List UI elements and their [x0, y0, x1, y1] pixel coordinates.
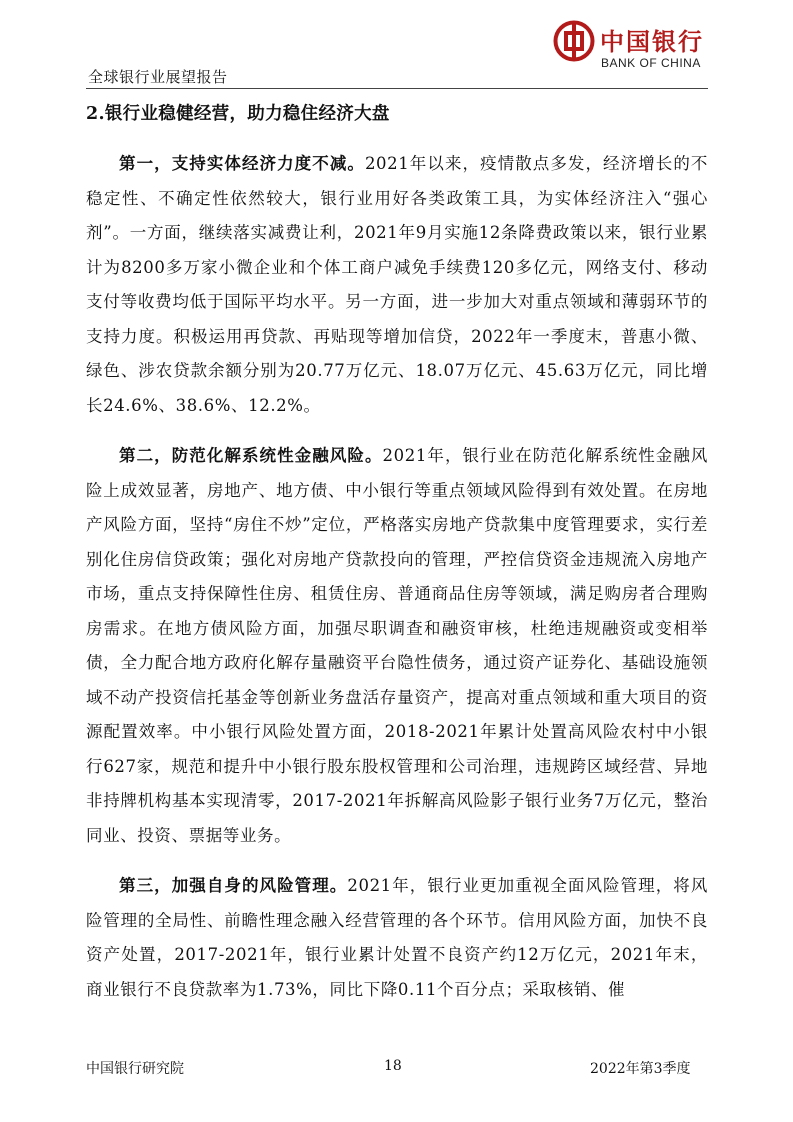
paragraph-support-real-economy [86, 147, 708, 423]
paragraph-risk-management [86, 869, 708, 1007]
page-body [86, 96, 708, 1023]
logo-english-name: BANK OF CHINA [601, 56, 701, 70]
paragraph-body: 2021年以来，疫情散点多发，经济增长的不稳定性、不确定性依然较大，银行业用好各类政策工具，为实体经济注入“强心剂”。一方面，继续落实减费让利，2021年9月实施12条降费政策以来，银行业累计为8200多万家小微企业和个体工商户减免手续费120多亿元，网络支付、移动支付等收费均低于国际平均水平。另一方面，进一步加大对重点领域和薄弱环节的支持力度。积极运用再贷款、再贴现等增加信贷，2022年一季度末，普惠小微、绿色、涉农贷款余额分别为20.77万亿元、18.07万亿元、45.63万亿元，同比增长24.6%、38.6%、12.2%。 [86, 154, 708, 415]
logo-chinese-name: 中国银行 [600, 27, 704, 56]
page-number: 18 [384, 1058, 402, 1074]
paragraph-body: 2021年，银行业更加重视全面风险管理，将风险管理的全局性、前瞻性理念融入经营管理的各个环节。信用风险方面，加快不良资产处置，2017-2021年，银行业累计处置不良资产约12万亿元，2021年末，商业银行不良贷款率为1.73%，同比下降0.11个百分点；采取核销、催 [86, 876, 708, 999]
report-title: 全球银行业展望报告 [88, 68, 228, 86]
section-heading: 2.银行业稳健经营，助力稳住经济大盘 [86, 104, 390, 124]
header-divider [86, 88, 708, 89]
paragraph-lead: 第二，防范化解系统性金融风险。 [119, 446, 383, 465]
bank-of-china-logo [553, 20, 713, 80]
paragraph-lead: 第一，支持实体经济力度不减。 [119, 154, 365, 173]
paragraph-systemic-risk [86, 439, 708, 853]
bank-of-china-emblem-icon [553, 20, 595, 62]
paragraph-body: 2021年，银行业在防范化解系统性金融风险上成效显著，房地产、地方债、中小银行等重点领域风险得到有效处置。在房地产风险方面，坚持“房住不炒”定位，严格落实房地产贷款集中度管理要求，实行差别化住房信贷政策；强化对房地产贷款投向的管理，严控信贷资金违规流入房地产市场，重点支持保障性住房、租赁住房、普通商品住房等领域，满足购房者合理购房需求。在地方债风险方面，加强尽职调查和融资审核，杜绝违规融资或变相举债，全力配合地方政府化解存量融资平台隐性债务，通过资产证券化、基础设施领域不动产投资信托基金等创新业务盘活存量资产，提高对重点领域和重大项目的资源配置效率。中小银行风险处置方面，2018-2021年累计处置高风险农村中小银行627家，规范和提升中小银行股东股权管理和公司治理，违规跨区域经营、异地非持牌机构基本实现清零，2017-2021年拆解高风险影子银行业务7万亿元，整治同业、投资、票据等业务。 [86, 446, 709, 845]
footer-period: 2022年第3季度 [590, 1061, 691, 1077]
paragraph-lead: 第三，加强自身的风险管理。 [119, 876, 348, 895]
footer-institute: 中国银行研究院 [86, 1061, 184, 1077]
